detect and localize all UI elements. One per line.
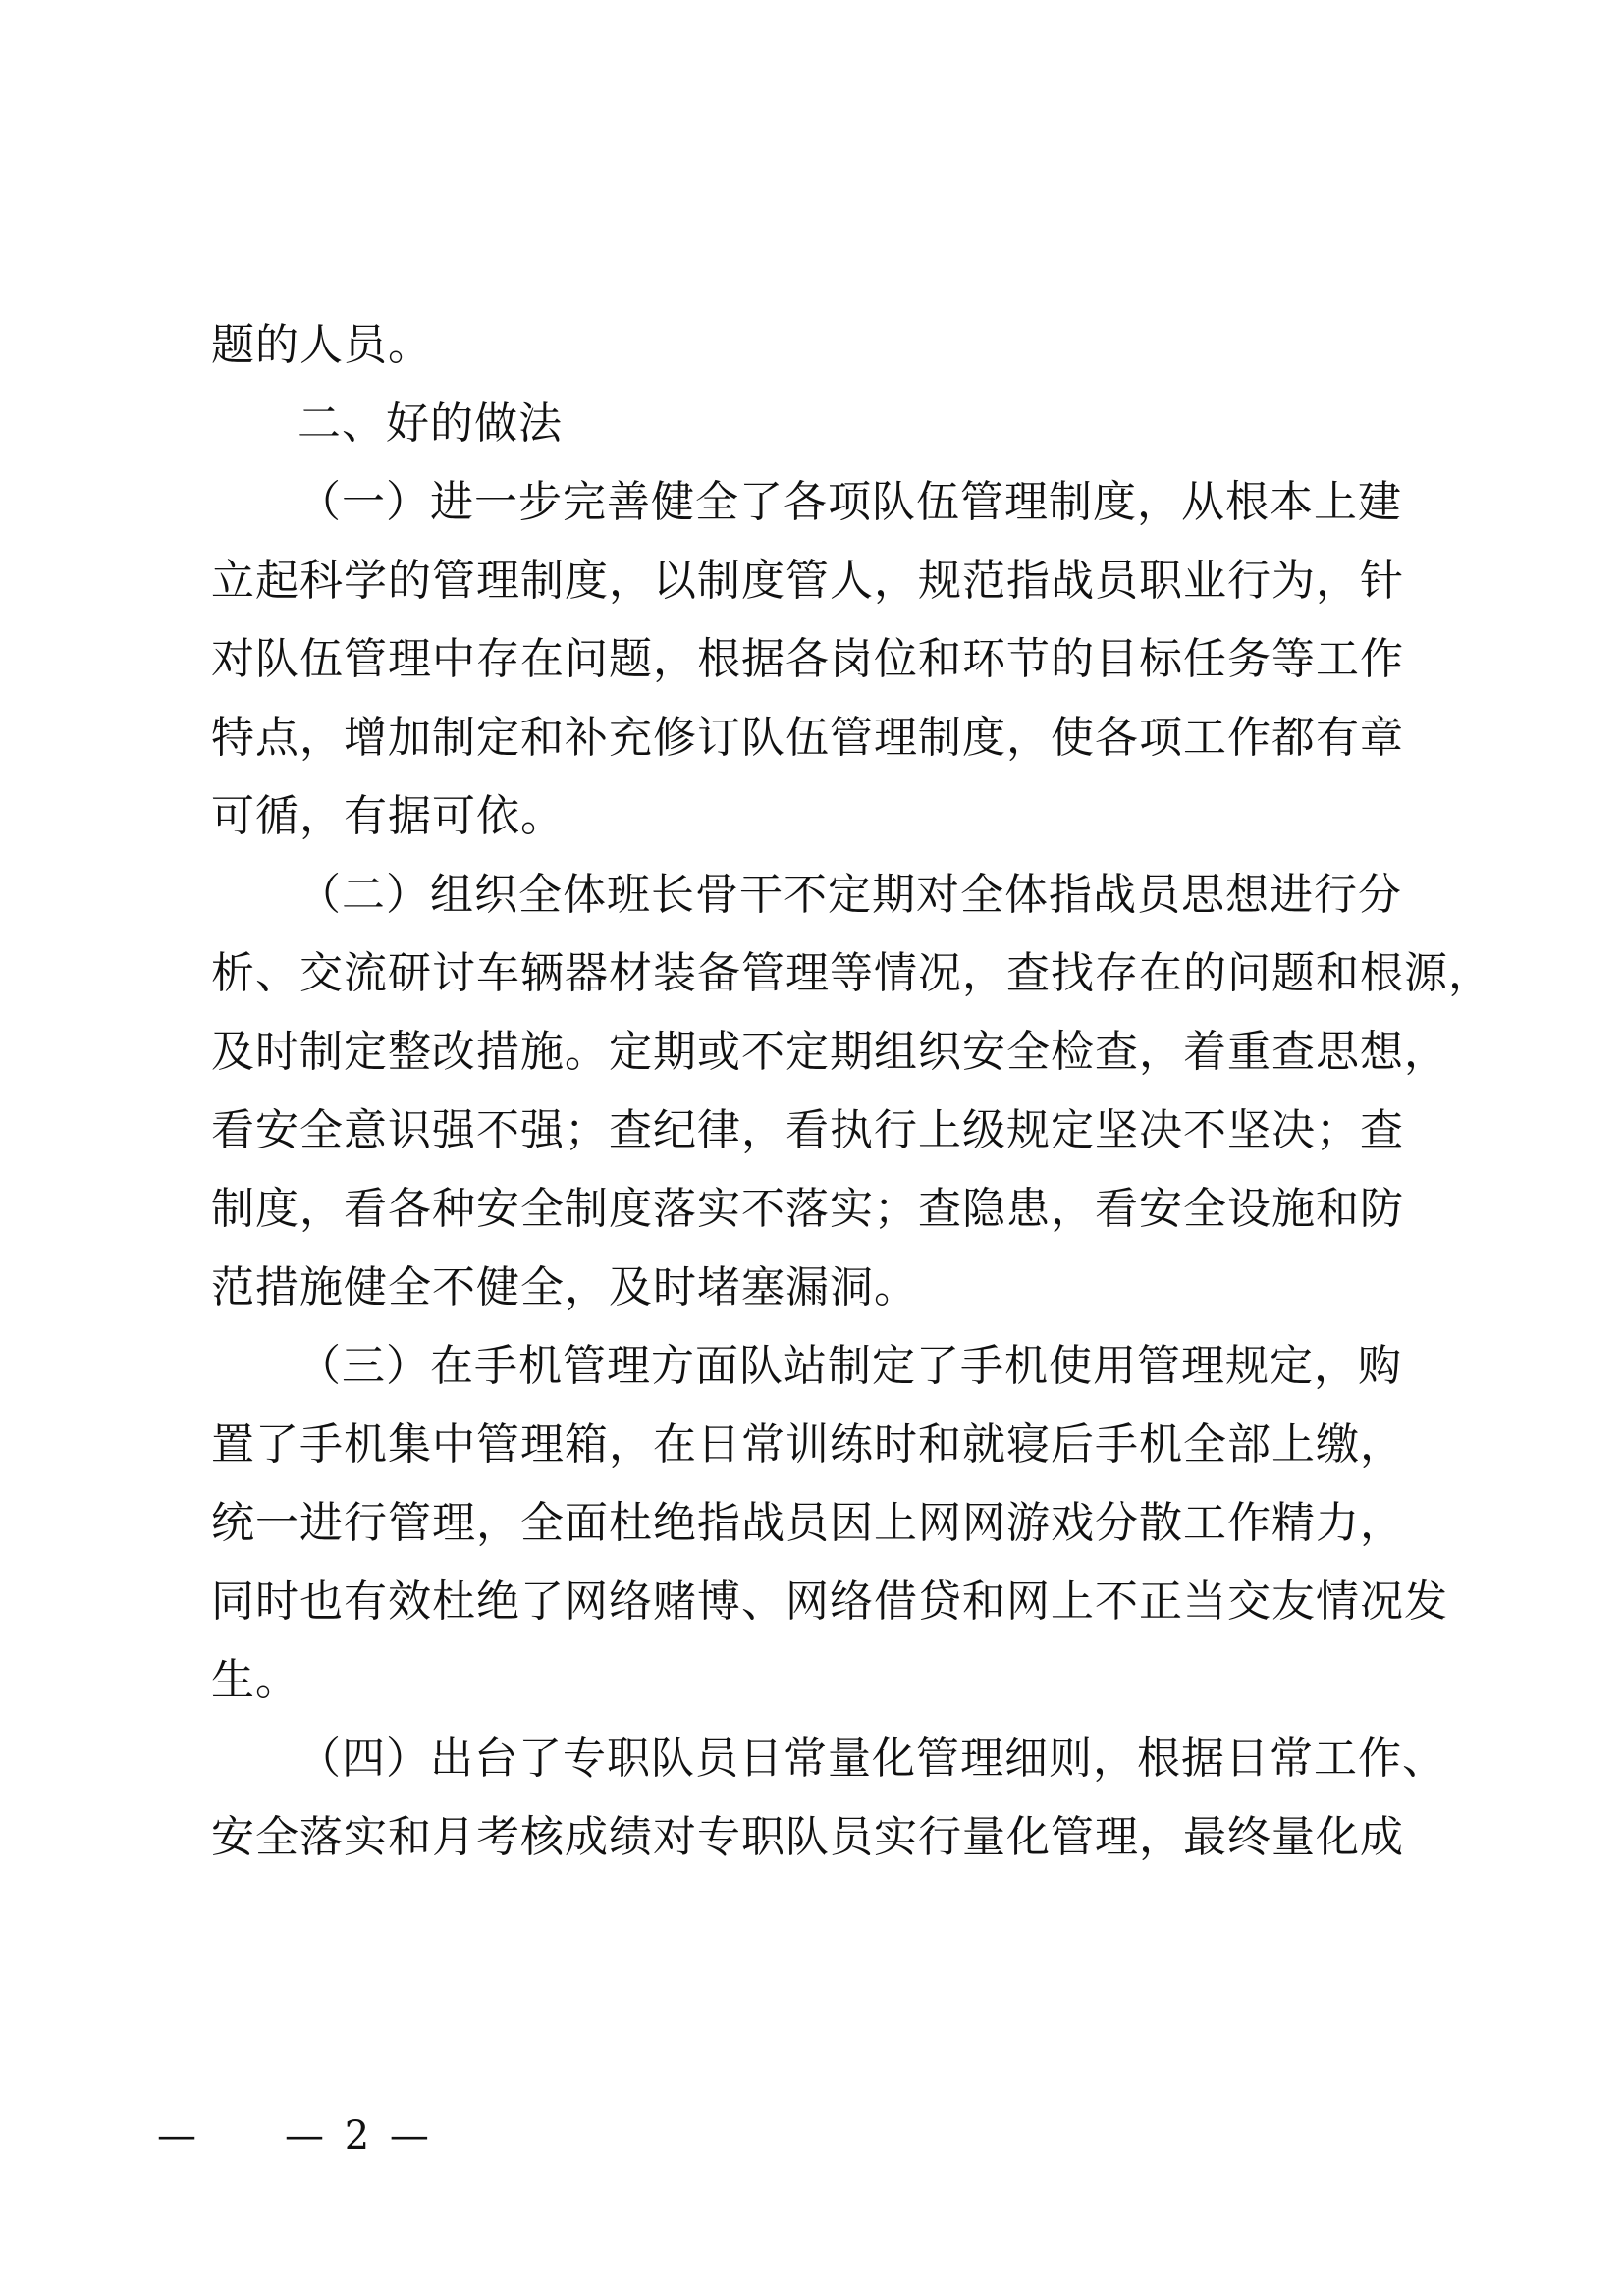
paragraph-start: （四）出台了专职队员日常量化管理细则，根据日常工作、 [298,1734,1446,1784]
text-line: 制度，看各种安全制度落实不落实；查隐患，看安全设施和防 [211,1184,1404,1234]
text-line: 安全落实和月考核成绩对专职队员实行量化管理，最终量化成 [211,1812,1404,1862]
text-line: 统一进行管理，全面杜绝指战员因上网网游戏分散工作精力， [211,1498,1404,1548]
text-line: 及时制定整改措施。定期或不定期组织安全检查，着重查思想， [211,1027,1448,1077]
body-text [211,306,1492,1877]
text-line: 立起科学的管理制度，以制度管人，规范指战员职业行为，针 [211,556,1404,606]
text-line: 同时也有效杜绝了网络赌博、网络借贷和网上不正当交友情况发 [211,1576,1448,1627]
text-line: 置了手机集中管理箱，在日常训练时和就寝后手机全部上缴， [211,1419,1404,1469]
section-heading: 二、好的做法 [298,399,563,449]
page-footer [0,2107,1623,2165]
text-line: 看安全意识强不强；查纪律，看执行上级规定坚决不坚决；查 [211,1105,1404,1155]
text-line: 析、交流研讨车辆器材装备管理等情况，查找存在的问题和根源， [211,948,1492,998]
text-line: 范措施健全不健全，及时堵塞漏洞。 [211,1262,918,1312]
text-line: 可循，有据可依。 [211,791,565,841]
text-line: 生。 [211,1655,299,1705]
paragraph-start: （二）组织全体班长骨干不定期对全体指战员思想进行分 [298,870,1402,920]
text-line: 特点，增加制定和补充修订队伍管理制度，使各项工作都有章 [211,713,1404,763]
text-line: 对队伍管理中存在问题，根据各岗位和环节的目标任务等工作 [211,634,1404,684]
page-number: — 2 — [285,2113,433,2159]
footer-dash: — [157,2113,196,2159]
text-line: 题的人员。 [211,320,432,370]
paragraph-start: （三）在手机管理方面队站制定了手机使用管理规定，购 [298,1341,1402,1391]
paragraph-start: （一）进一步完善健全了各项队伍管理制度，从根本上建 [298,477,1402,527]
